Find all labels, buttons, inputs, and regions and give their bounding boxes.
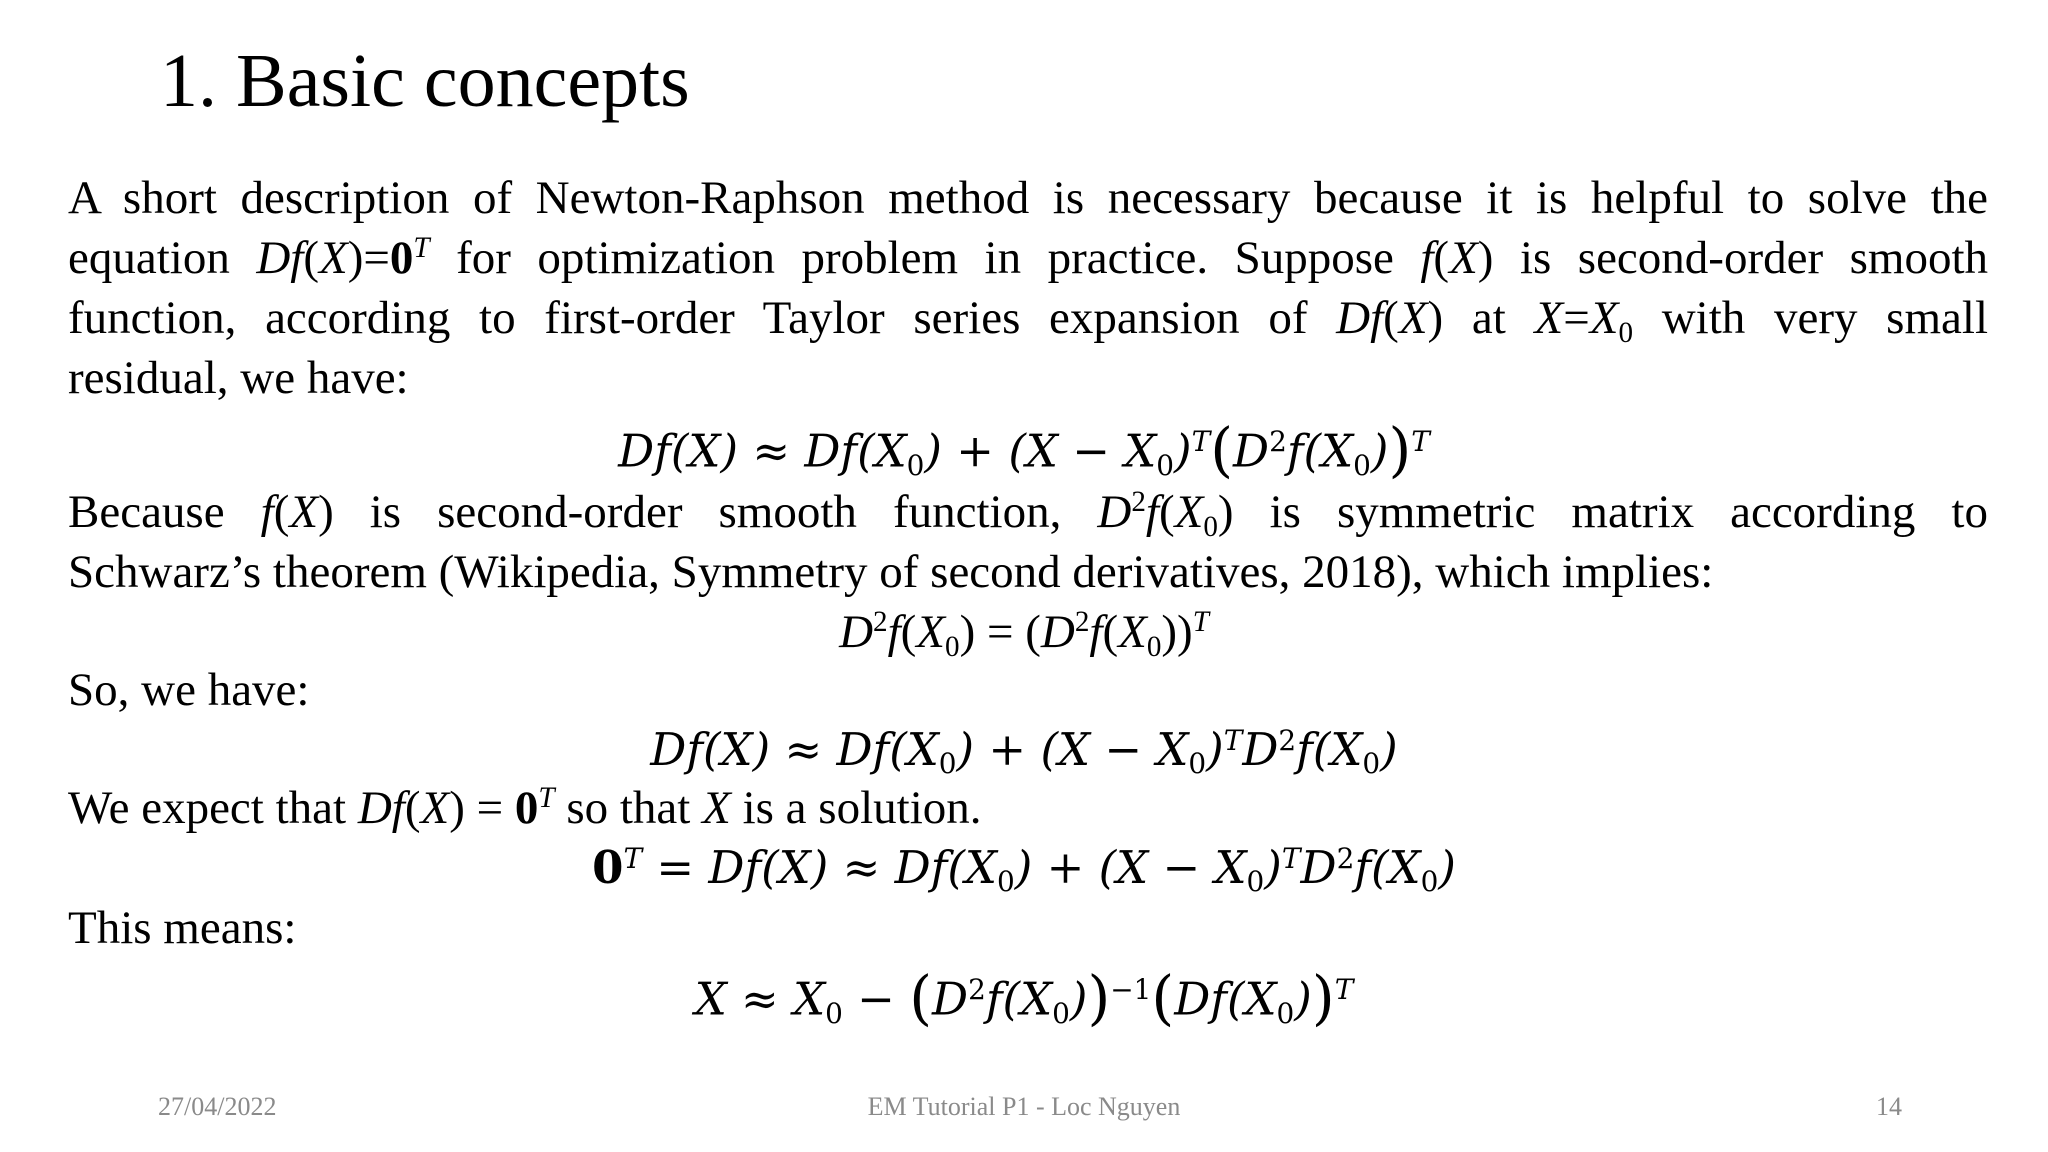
slide-title: 1. Basic concepts — [160, 39, 690, 123]
equation-zero: $0^T = Df(X) \approx Df(X_0) + (X - X_0)^TD^2f(X_0)$ — [592, 841, 1456, 899]
footer-title: EM Tutorial P1 - Loc Nguyen — [867, 1092, 1181, 1121]
page-number: 14 — [1876, 1092, 1902, 1121]
paragraph-line-4: residual, we have: — [68, 352, 409, 404]
footer-date: 27/04/2022 — [158, 1092, 277, 1121]
paragraph-we-expect: We expect that $Df(X) = 0^T$ so that X is a solution. — [68, 781, 982, 834]
equation-symmetry: $D^2f(X_0) = (D^2f(X_0))^T$ — [839, 605, 1209, 663]
equation-taylor: $Df(X) \approx Df(X_0) + (X - X_0)^T(D^2f(X_0))^T$ — [618, 416, 1430, 484]
paragraph-because-line-1: Because f(X) is second-order smooth function, $D^2f(X_0)$ is symmetric matrix according to — [68, 485, 1988, 543]
paragraph-line-1: A short description of Newton-Raphson method is necessary because it is helpful to solve the — [68, 172, 1988, 224]
paragraph-line-2: equation $Df(X)=0^T$ for optimization problem in practice. Suppose f(X) is second-order smooth — [68, 231, 1989, 284]
paragraph-line-3: function, according to first-order Taylor series expansion of Df(X) at $X=X_0$ with very small — [68, 292, 1989, 349]
equation-newton-step: $X \approx X_0 - (D^2f(X_0))^{-1}(Df(X_0))^T$ — [694, 964, 1354, 1032]
equation-approx: $Df(X) \approx Df(X_0) + (X - X_0)^TD^2f(X_0)$ — [650, 723, 1398, 781]
paragraph-this-means: This means: — [68, 902, 297, 954]
paragraph-so-we-have: So, we have: — [68, 664, 310, 716]
paragraph-because-line-2: Schwarz’s theorem (Wikipedia, Symmetry of second derivatives, 2018), which implies: — [68, 546, 1714, 598]
